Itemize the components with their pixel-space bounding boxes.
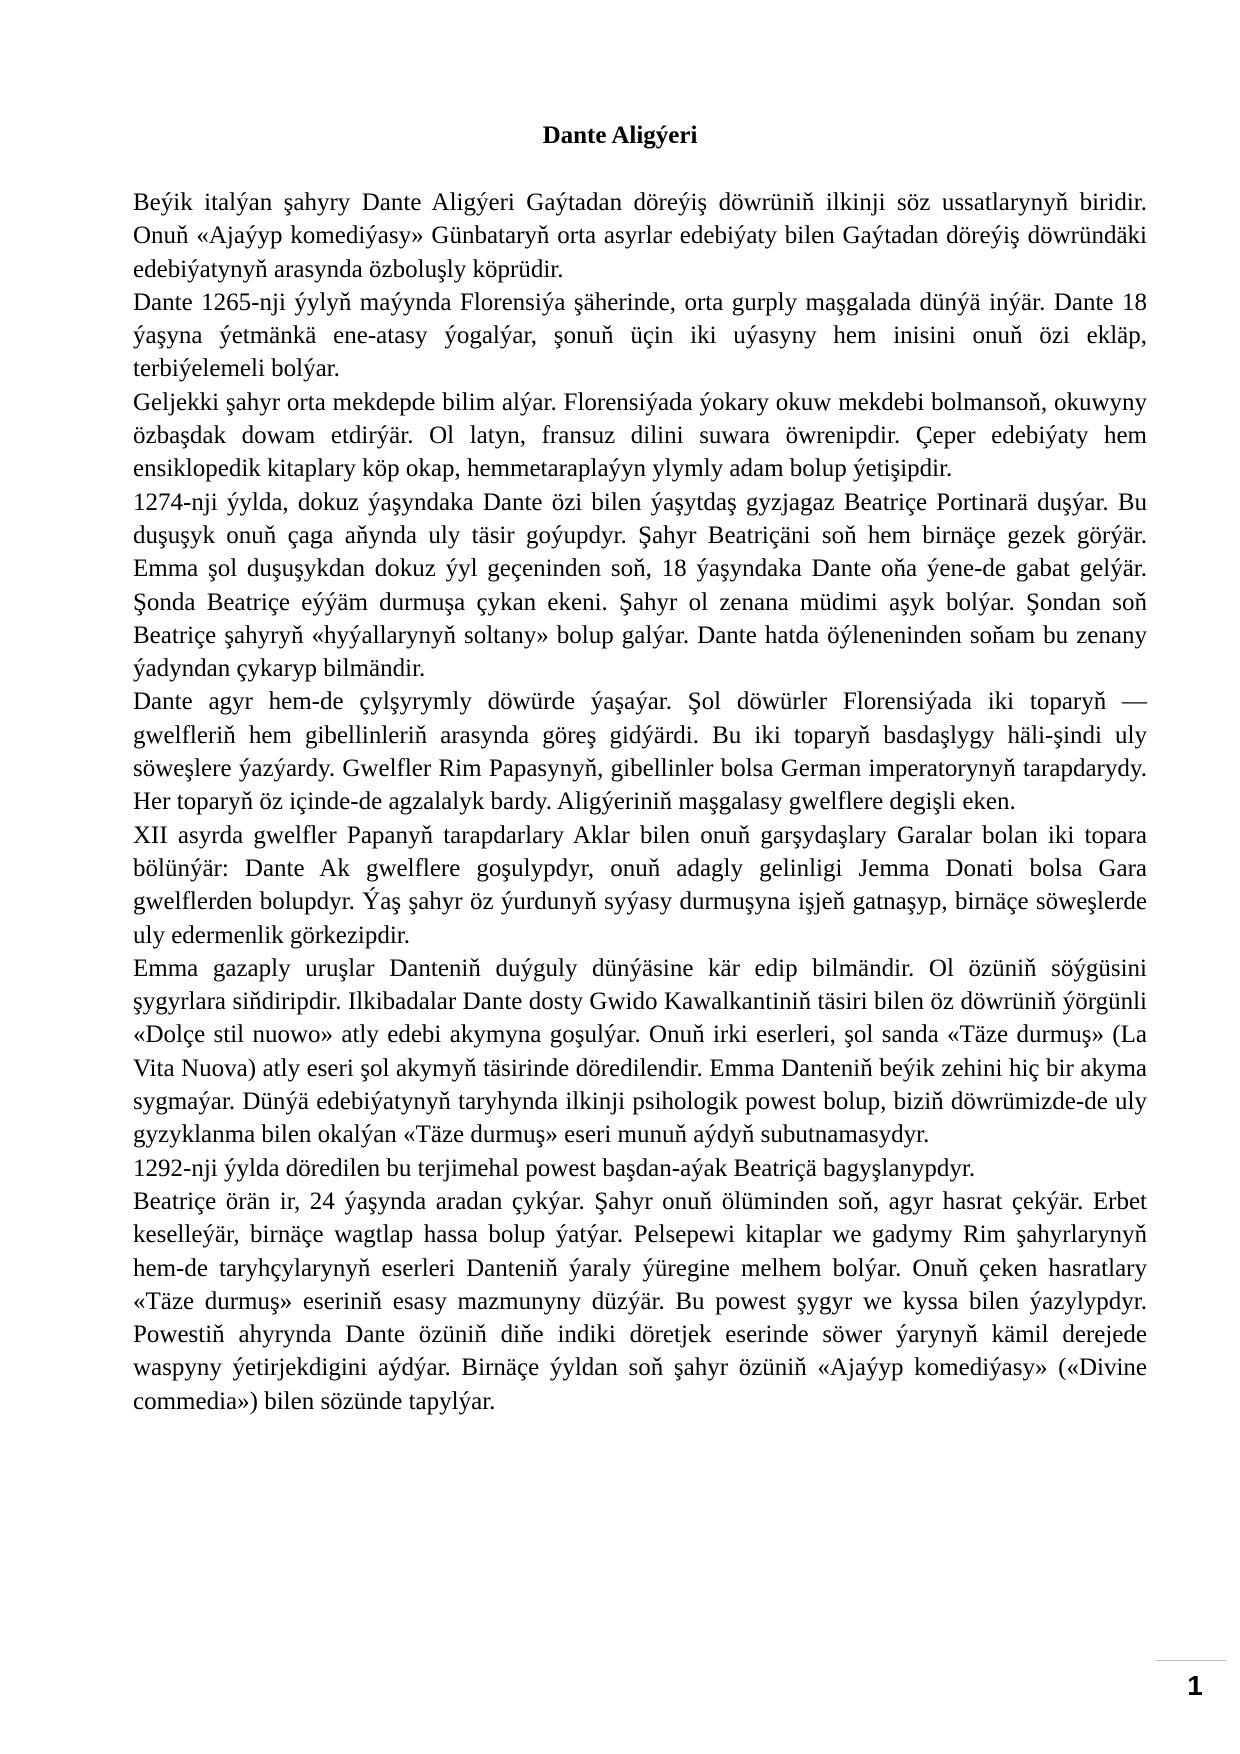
paragraph-4: 1274-nji ýylda, dokuz ýaşyndaka Dante özi bilen ýaşytdaş gyzjagaz Beatriçe Portinarä duşýar. Bu duşuşyk onuň çaga aňynda uly täsir goýupdyr. Şahyr Beatriçäni soň hem birnäçe gezek görýär. Emma şol duşuşykdan dokuz ýyl geçeninden soň, 18 ýaşyndaka Dante oňa ýene-de gabat gelýär. Şonda Beatriçe eýýäm durmuşa çykan ekeni. Şahyr ol zenana müdimi aşyk bolýar. Şondan soň Beatriçe şahyryň «hyýallarynyň soltany» bolup galýar. Dante hatda öýleneninden soňam bu zenany ýadyndan çykaryp bilmändir. [133,488,1147,683]
paragraph-3: Geljekki şahyr orta mekdepde bilim alýar. Florensiýada ýokary okuw mekdebi bolmansoň, okuwyny özbaşdak dowam etdirýär. Ol latyn, fransuz dilini suwara öwrenipdir. Çeper edebiýaty hem ensiklopedik kitaplary köp okap, hemmetaraplaýyn ylymly adam bolup ýetişipdir. [133,388,1147,483]
page-title: Dante Aligýeri [542,122,698,149]
paragraph-1: Beýik italýan şahyry Dante Aligýeri Gaýtadan döreýiş döwrüniň ilkinji söz ussatlarynyň biridir. Onuň «Ajaýyp komediýasy» Günbataryň orta asyrlar edebiýaty bilen Gaýtadan döreýiş döwründäki edebiýatynyň arasynda özboluşly köprüdir. [133,189,1147,283]
paragraph-6: XII asyrda gwelfler Papanyň tarapdarlary Aklar bilen onuň garşydaşlary Garalar bolan iki topara bölünýär: Dante Ak gwelflere goşulypdyr, onuň adagly gelinligi Jemma Donati bolsa Gara gwelflerden bolupdyr. Ýaş şahyr öz ýurdunyň syýasy durmuşyna işjeň gatnaşyp, birnäçe söweşlerde uly edermenlik görkezipdir. [133,821,1147,949]
paragraph-7: Emma gazaply uruşlar Danteniň duýguly dünýäsine kär edip bilmändir. Ol özüniň söýgüsini şygyrlara siňdiripdir. Ilkibadalar Dante dosty Gwido Kawalkantiniň täsiri bilen öz döwrüniň ýörgünli «Dolçe stil nuowo» atly edebi akymyna goşulýar. Onuň irki eserleri, şol sanda «Täze durmuş» (La Vita Nuova) atly eseri şol akymyň täsirinde döredilendir. Emma Danteniň beýik zehini hiç bir akyma sygmaýar. Dünýä edebiýatynyň taryhynda ilkinji psihologik powest bolup, biziň döwrümizde-de uly gyzyklanma bilen okalýan «Täze durmuş» eseri munuň aýdyň subutnamasydyr. [133,954,1147,1149]
page-number: 1 [1187,1670,1203,1701]
paragraph-9: Beatriçe örän ir, 24 ýaşynda aradan çykýar. Şahyr onuň ölüminden soň, agyr hasrat çekýär. Erbet keselleýär, birnäçe wagtlap hassa bolup ýatýar. Pelsepewi kitaplar we gadymy Rim şahyrlarynyň hem-de taryhçylarynyň eserleri Danteniň ýaraly ýüregine melhem bolýar. Onuň çeken hasratlary «Täze durmuş» eseriniň esasy mazmunyny düzýär. Bu powest şygyr we kyssa bilen ýazylypdyr. Powestiň ahyrynda Dante özüniň diňe indiki döretjek eserinde söwer ýarynyň kämil derejede waspyny ýetirjekdigini aýdýar. Birnäçe ýyldan soň şahyr özüniň «Ajaýyp komediýasy» («Divine commedia») bilen sözünde tapylýar. [133,1187,1147,1415]
paragraph-2: Dante 1265-nji ýylyň maýynda Florensiýa şäherinde, orta gurply maşgalada dünýä inýär. Dante 18 ýaşyna ýetmänkä ene-atasy ýogalýar, şonuň üçin iki uýasyny hem inisini onuň özi ekläp, terbiýelemeli bolýar. [133,288,1147,383]
footer-divider [1156,1660,1226,1661]
paragraph-8: 1292-nji ýylda döredilen bu terjimehal powest başdan-aýak Beatriçä bagyşlanypdyr. [133,1154,976,1182]
body-text [133,186,1147,1418]
paragraph-5: Dante agyr hem-de çylşyrymly döwürde ýaşaýar. Şol döwürler Florensiýada iki toparyň — gwelfleriň hem gibellinleriň arasynda göreş gidýärdi. Bu iki toparyň basdaşlygy häli-şindi uly söweşlere ýazýardy. Gwelfler Rim Papasynyň, gibellinler bolsa German imperatorynyň tarapdarydy. Her toparyň öz içinde-de agzalalyk bardy. Aligýeriniň maşgalasy gwelflere degişli eken. [133,688,1147,816]
